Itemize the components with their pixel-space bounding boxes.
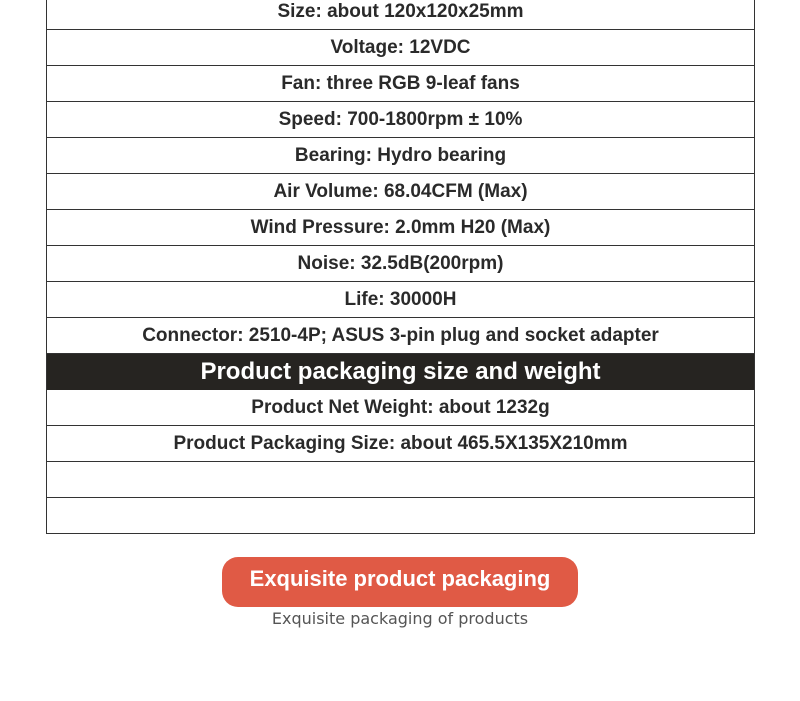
spec-row-connector: Connector: 2510-4P; ASUS 3-pin plug and socket adapter — [47, 318, 754, 354]
packaging-caption: Exquisite packaging of products — [271, 609, 529, 628]
packaging-title-badge: Exquisite product packaging — [222, 557, 578, 607]
spec-row-wind-pressure: Wind Pressure: 2.0mm H20 (Max) — [47, 210, 754, 246]
spec-row-empty — [47, 498, 754, 533]
spec-row-empty — [47, 462, 754, 498]
spec-row-bearing: Bearing: Hydro bearing — [47, 138, 754, 174]
spec-row-noise: Noise: 32.5dB(200rpm) — [47, 246, 754, 282]
spec-row-air-volume: Air Volume: 68.04CFM (Max) — [47, 174, 754, 210]
spec-row-speed: Speed: 700-1800rpm ± 10% — [47, 102, 754, 138]
spec-row-voltage: Voltage: 12VDC — [47, 30, 754, 66]
spec-row-life: Life: 30000H — [47, 282, 754, 318]
spec-row-packaging-size: Product Packaging Size: about 465.5X135X210mm — [47, 426, 754, 462]
section-header: Product packaging size and weight — [47, 354, 754, 390]
spec-row-net-weight: Product Net Weight: about 1232g — [47, 390, 754, 426]
spec-row-fan: Fan: three RGB 9-leaf fans — [47, 66, 754, 102]
spec-row-size: Size: about 120x120x25mm — [47, 0, 754, 30]
spec-table — [46, 0, 755, 534]
